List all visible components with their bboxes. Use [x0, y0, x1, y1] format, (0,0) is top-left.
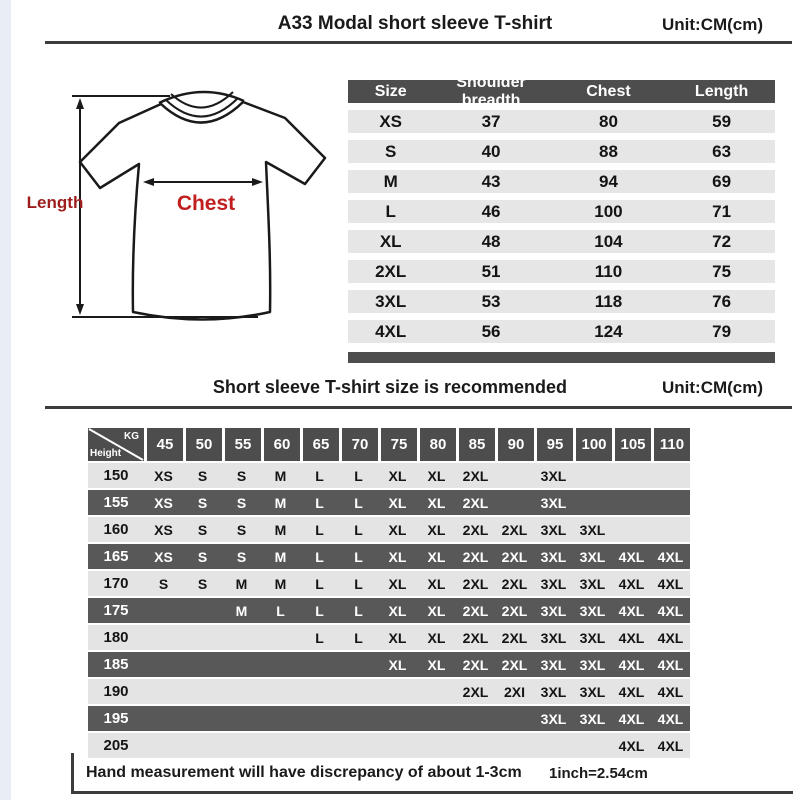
matrix-size-cell: S [197, 521, 208, 538]
matrix-size-cell: 3XL [579, 629, 606, 646]
matrix-height-label: 195 [103, 710, 129, 727]
matrix-size-cell: 2XL [462, 494, 489, 511]
matrix-row-170 [88, 571, 690, 596]
recommend-title: Short sleeve T-shirt size is recommended [212, 377, 568, 397]
size-table-cell: 72 [712, 231, 732, 251]
size-table-cell: XS [379, 111, 403, 131]
matrix-size-cell: XL [388, 575, 407, 592]
matrix-size-cell: 3XL [540, 602, 567, 619]
matrix-size-cell: 3XL [540, 494, 567, 511]
matrix-height-label: 170 [103, 575, 129, 592]
matrix-weight-header-85: 85 [459, 428, 495, 461]
size-table-cell: 43 [481, 171, 501, 191]
size-table-column-header: Size [374, 82, 407, 100]
size-table-row-XL [348, 230, 775, 253]
size-table-cell: 75 [712, 261, 732, 281]
matrix-weight-header-90: 90 [498, 428, 534, 461]
matrix-size-cell: S [158, 575, 169, 592]
matrix-size-cell: XL [427, 575, 446, 592]
matrix-size-cell: M [274, 575, 287, 592]
footer-left-line [71, 753, 74, 794]
size-table-row-XS [348, 110, 775, 133]
matrix-size-cell: XL [388, 521, 407, 538]
matrix-size-cell: XS [154, 548, 173, 565]
matrix-size-cell: XS [154, 467, 173, 484]
matrix-size-cell: L [315, 548, 324, 565]
matrix-size-cell: XS [154, 494, 173, 511]
matrix-size-cell: XL [427, 467, 446, 484]
matrix-size-cell: M [274, 467, 287, 484]
size-table-cell: XL [379, 231, 402, 251]
matrix-size-cell: 2XL [501, 548, 528, 565]
matrix-size-cell: 4XL [657, 548, 684, 565]
footer-note: Hand measurement will have discrepancy of about 1-3cm [86, 764, 522, 781]
matrix-row-185 [88, 652, 690, 677]
size-table-cell: 110 [594, 261, 623, 281]
size-table-cell: 63 [712, 141, 732, 161]
matrix-size-cell: 4XL [618, 683, 645, 700]
matrix-weight-header-105: 105 [615, 428, 651, 461]
size-table-bottom-bar [348, 352, 775, 363]
matrix-size-cell: L [354, 521, 363, 538]
matrix-size-cell: 4XL [657, 602, 684, 619]
matrix-header [88, 428, 690, 461]
matrix-size-cell: 2XL [462, 683, 489, 700]
size-table-cell: 59 [712, 111, 732, 131]
unit-label-top: Unit:CM(cm) [662, 15, 764, 34]
matrix-size-cell: 4XL [618, 548, 645, 565]
page-title: A33 Modal short sleeve T-shirt [277, 13, 553, 34]
size-table-cell: 100 [594, 201, 623, 221]
matrix-size-cell: XL [427, 494, 446, 511]
matrix-size-cell: 3XL [579, 548, 606, 565]
size-table-cell: 37 [481, 111, 501, 131]
matrix-size-cell: 3XL [579, 683, 606, 700]
matrix-size-cell: L [354, 548, 363, 565]
size-table-cell: 48 [481, 231, 501, 251]
matrix-size-cell: M [235, 575, 248, 592]
matrix-size-cell: S [197, 548, 208, 565]
matrix-size-cell: XL [388, 467, 407, 484]
size-table-cell: 80 [598, 111, 618, 131]
size-table-cell: 124 [594, 321, 623, 341]
matrix-size-cell: S [236, 548, 247, 565]
matrix-weight-header-45: 45 [147, 428, 183, 461]
size-table-cell: L [385, 201, 396, 221]
matrix-size-cell: 3XL [579, 602, 606, 619]
matrix-weight-header-95: 95 [537, 428, 573, 461]
matrix-size-cell: 2XL [462, 548, 489, 565]
size-table-column-header: Shoulder breadth [456, 73, 526, 109]
matrix-size-cell: 3XL [540, 521, 567, 538]
size-table-cell: 94 [598, 171, 618, 191]
matrix-size-cell: 4XL [657, 656, 684, 673]
matrix-size-cell: L [315, 602, 324, 619]
matrix-weight-header-50: 50 [186, 428, 222, 461]
size-table-cell: 56 [481, 321, 501, 341]
size-table-row-S [348, 140, 775, 163]
chest-label: Chest [176, 192, 236, 215]
matrix-size-cell: 3XL [540, 656, 567, 673]
matrix-row-160 [88, 517, 690, 542]
matrix-corner-cell [88, 428, 144, 461]
matrix-size-cell: 2XI [503, 683, 525, 700]
matrix-size-cell: XL [388, 656, 407, 673]
matrix-size-cell: M [274, 494, 287, 511]
size-table-cell: 69 [712, 171, 732, 191]
footer-bottom-line [71, 791, 793, 794]
matrix-size-cell: XL [388, 629, 407, 646]
matrix-weight-header-65: 65 [303, 428, 339, 461]
size-table-cell: 88 [598, 141, 618, 161]
matrix-size-cell: 3XL [540, 575, 567, 592]
size-table-column-header: Chest [586, 82, 631, 100]
matrix-size-cell: XL [427, 656, 446, 673]
matrix-size-cell: 4XL [618, 710, 645, 727]
matrix-size-cell: 4XL [657, 575, 684, 592]
matrix-size-cell: XS [154, 521, 173, 538]
matrix-size-cell: 2XL [501, 575, 528, 592]
matrix-height-label: 180 [103, 629, 129, 646]
unit-label-mid: Unit:CM(cm) [662, 378, 764, 397]
matrix-size-cell: 3XL [540, 710, 567, 727]
matrix-row-180 [88, 625, 690, 650]
matrix-size-cell: S [197, 575, 208, 592]
matrix-size-cell: L [354, 494, 363, 511]
size-table-cell: 118 [594, 291, 623, 311]
matrix-height-label: 185 [103, 656, 129, 673]
matrix-height-label: 155 [103, 494, 129, 511]
matrix-height-label: 205 [103, 737, 129, 754]
matrix-weight-header-70: 70 [342, 428, 378, 461]
matrix-row-190 [88, 679, 690, 704]
matrix-size-cell: 4XL [657, 737, 684, 754]
size-table-row-M [348, 170, 775, 193]
matrix-size-cell: 3XL [540, 467, 567, 484]
corner-kg-label: KG [124, 431, 139, 442]
size-table [348, 73, 775, 363]
size-table-cell: 79 [712, 321, 732, 341]
matrix-size-cell: 3XL [579, 521, 606, 538]
matrix-size-cell: 2XL [462, 629, 489, 646]
matrix-weight-header-80: 80 [420, 428, 456, 461]
matrix-size-cell: L [354, 629, 363, 646]
matrix-row-205 [88, 733, 690, 758]
matrix-size-cell: S [236, 521, 247, 538]
size-table-cell: 104 [594, 231, 623, 251]
matrix-size-cell: XL [427, 548, 446, 565]
matrix-weight-header-75: 75 [381, 428, 417, 461]
matrix-size-cell: 2XL [462, 575, 489, 592]
matrix-size-cell: XL [427, 602, 446, 619]
size-table-cell: 40 [481, 141, 501, 161]
size-table-cell: M [383, 171, 398, 191]
matrix-size-cell: S [236, 494, 247, 511]
matrix-size-cell: 4XL [657, 683, 684, 700]
size-table-cell: 53 [481, 291, 501, 311]
matrix-size-cell: L [276, 602, 285, 619]
matrix-weight-header-110: 110 [654, 428, 690, 461]
tshirt-measurement-diagram [20, 58, 350, 350]
matrix-row-150 [88, 463, 690, 488]
matrix-size-cell: XL [427, 629, 446, 646]
size-table-cell: 4XL [375, 321, 407, 341]
matrix-height-label: 150 [103, 467, 129, 484]
matrix-size-cell: L [354, 575, 363, 592]
size-table-header [348, 73, 775, 109]
matrix-size-cell: 4XL [618, 737, 645, 754]
matrix-size-cell: S [197, 494, 208, 511]
matrix-size-cell: 2XL [462, 656, 489, 673]
matrix-row-195 [88, 706, 690, 731]
matrix-size-cell: S [197, 467, 208, 484]
matrix-row-175 [88, 598, 690, 623]
divider-mid [45, 406, 792, 409]
matrix-size-cell: 2XL [462, 602, 489, 619]
matrix-size-cell: 3XL [540, 683, 567, 700]
matrix-size-cell: L [315, 467, 324, 484]
matrix-size-cell: 3XL [579, 656, 606, 673]
matrix-weight-header-55: 55 [225, 428, 261, 461]
size-table-cell: 2XL [375, 261, 407, 281]
size-table-cell: S [385, 141, 397, 161]
matrix-size-cell: XL [388, 494, 407, 511]
matrix-size-cell: 3XL [579, 710, 606, 727]
matrix-size-cell: L [315, 629, 324, 646]
matrix-size-cell: 3XL [540, 548, 567, 565]
size-table-cell: 3XL [375, 291, 407, 311]
matrix-size-cell: XL [388, 548, 407, 565]
matrix-size-cell: 2XL [501, 521, 528, 538]
matrix-size-cell: 4XL [618, 656, 645, 673]
matrix-size-cell: 4XL [618, 602, 645, 619]
matrix-size-cell: 2XL [501, 629, 528, 646]
size-table-cell: 71 [712, 201, 732, 221]
matrix-size-cell: XL [388, 602, 407, 619]
matrix-size-cell: XL [427, 521, 446, 538]
corner-height-label: Height [90, 448, 122, 459]
size-table-row-L [348, 200, 775, 223]
matrix-weight-header-60: 60 [264, 428, 300, 461]
matrix-size-cell: 3XL [579, 575, 606, 592]
matrix-size-cell: L [354, 467, 363, 484]
matrix-height-label: 160 [103, 521, 129, 538]
matrix-size-cell: L [354, 602, 363, 619]
matrix-size-cell: 2XL [462, 467, 489, 484]
matrix-height-label: 190 [103, 683, 129, 700]
matrix-height-label: 165 [103, 548, 129, 565]
matrix-size-cell: 4XL [657, 629, 684, 646]
matrix-size-cell: M [274, 521, 287, 538]
size-table-row-4XL [348, 320, 775, 343]
matrix-size-cell: 2XL [462, 521, 489, 538]
size-table-row-3XL [348, 290, 775, 313]
length-label: Length [26, 193, 84, 212]
matrix-size-cell: M [274, 548, 287, 565]
matrix-size-cell: S [236, 467, 247, 484]
matrix-size-cell: 4XL [618, 575, 645, 592]
footer-inch-conversion: 1inch=2.54cm [549, 765, 648, 782]
matrix-size-cell: 4XL [657, 710, 684, 727]
matrix-height-label: 175 [103, 602, 129, 619]
size-table-cell: 76 [712, 291, 732, 311]
size-table-cell: 51 [481, 261, 501, 281]
matrix-weight-header-100: 100 [576, 428, 612, 461]
matrix-size-cell: L [315, 521, 324, 538]
size-table-column-header: Length [694, 82, 749, 100]
matrix-size-cell: 4XL [618, 629, 645, 646]
size-recommendation-matrix [88, 428, 690, 758]
matrix-size-cell: 2XL [501, 602, 528, 619]
size-table-cell: 46 [481, 201, 501, 221]
size-table-row-2XL [348, 260, 775, 283]
matrix-size-cell: L [315, 494, 324, 511]
matrix-size-cell: L [315, 575, 324, 592]
matrix-size-cell: M [235, 602, 248, 619]
matrix-row-155 [88, 490, 690, 515]
matrix-size-cell: 3XL [540, 629, 567, 646]
matrix-row-165 [88, 544, 690, 569]
divider-top [45, 41, 792, 44]
page-left-strip [0, 0, 11, 800]
matrix-size-cell: 2XL [501, 656, 528, 673]
